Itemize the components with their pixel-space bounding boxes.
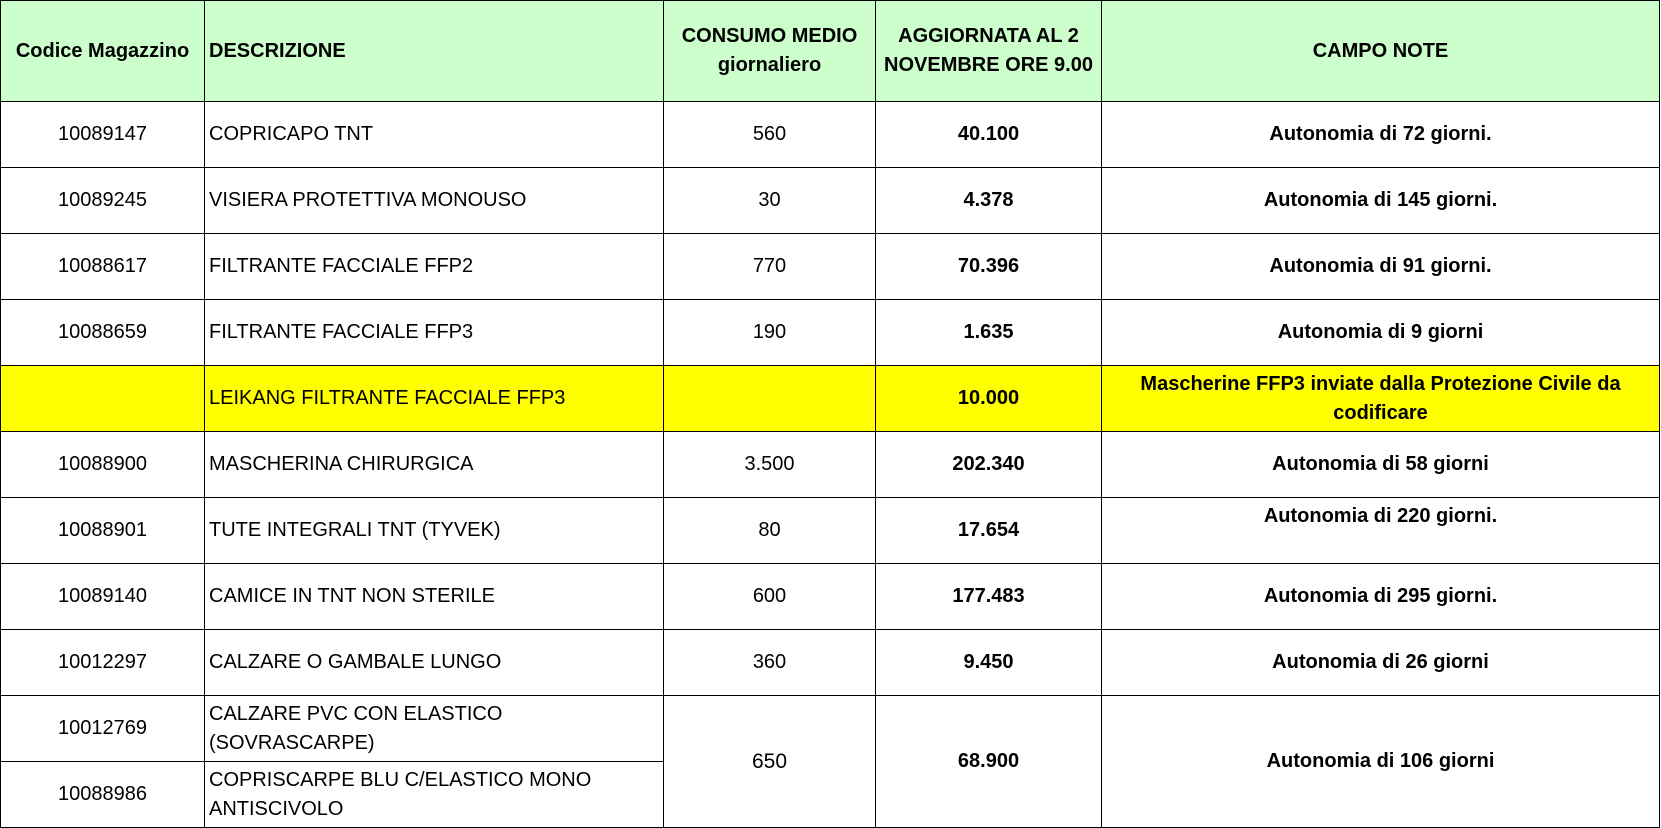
cell-stock-merged: 68.900 <box>876 696 1102 828</box>
header-consumption: CONSUMO MEDIO giornaliero <box>664 1 876 102</box>
cell-code: 10088901 <box>1 498 205 564</box>
cell-code: 10088617 <box>1 234 205 300</box>
header-code: Codice Magazzino <box>1 1 205 102</box>
table-row <box>1 300 1660 366</box>
cell-note: Autonomia di 26 giorni <box>1102 630 1660 696</box>
cell-description: CAMICE IN TNT NON STERILE <box>205 564 664 630</box>
header-description: DESCRIZIONE <box>205 1 664 102</box>
cell-note: Mascherine FFP3 inviate dalla Protezione Civile da codificare <box>1102 366 1660 432</box>
cell-consumption: 80 <box>664 498 876 564</box>
cell-consumption: 3.500 <box>664 432 876 498</box>
cell-stock: 4.378 <box>876 168 1102 234</box>
table-row <box>1 168 1660 234</box>
cell-consumption: 190 <box>664 300 876 366</box>
cell-stock: 1.635 <box>876 300 1102 366</box>
cell-stock: 177.483 <box>876 564 1102 630</box>
highlighted-row <box>1 366 1660 432</box>
cell-stock: 70.396 <box>876 234 1102 300</box>
cell-code: 10088659 <box>1 300 205 366</box>
cell-note: Autonomia di 220 giorni. <box>1102 498 1660 564</box>
cell-stock: 10.000 <box>876 366 1102 432</box>
cell-description: VISIERA PROTETTIVA MONOUSO <box>205 168 664 234</box>
cell-note: Autonomia di 91 giorni. <box>1102 234 1660 300</box>
table-row <box>1 102 1660 168</box>
cell-stock: 40.100 <box>876 102 1102 168</box>
cell-note: Autonomia di 295 giorni. <box>1102 564 1660 630</box>
cell-note: Autonomia di 72 giorni. <box>1102 102 1660 168</box>
cell-code: 10089140 <box>1 564 205 630</box>
cell-note-merged: Autonomia di 106 giorni <box>1102 696 1660 828</box>
cell-stock: 9.450 <box>876 630 1102 696</box>
cell-code: 10088986 <box>1 762 205 828</box>
cell-description: LEIKANG FILTRANTE FACCIALE FFP3 <box>205 366 664 432</box>
cell-stock: 17.654 <box>876 498 1102 564</box>
cell-consumption: 560 <box>664 102 876 168</box>
cell-code: 10089245 <box>1 168 205 234</box>
cell-code <box>1 366 205 432</box>
cell-description: FILTRANTE FACCIALE FFP2 <box>205 234 664 300</box>
cell-code: 10012297 <box>1 630 205 696</box>
cell-note: Autonomia di 9 giorni <box>1102 300 1660 366</box>
cell-consumption: 770 <box>664 234 876 300</box>
table-row <box>1 432 1660 498</box>
cell-description: FILTRANTE FACCIALE FFP3 <box>205 300 664 366</box>
cell-description: COPRISCARPE BLU C/ELASTICO MONO ANTISCIVOLO <box>205 762 664 828</box>
cell-stock: 202.340 <box>876 432 1102 498</box>
cell-code: 10088900 <box>1 432 205 498</box>
cell-consumption: 30 <box>664 168 876 234</box>
header-notes: CAMPO NOTE <box>1102 1 1660 102</box>
table-row <box>1 498 1660 564</box>
table-row <box>1 234 1660 300</box>
cell-description: CALZARE PVC CON ELASTICO (SOVRASCARPE) <box>205 696 664 762</box>
cell-description: CALZARE O GAMBALE LUNGO <box>205 630 664 696</box>
table-row <box>1 564 1660 630</box>
cell-consumption <box>664 366 876 432</box>
table-row <box>1 630 1660 696</box>
cell-code: 10012769 <box>1 696 205 762</box>
table-row <box>1 696 1660 762</box>
cell-description: TUTE INTEGRALI TNT (TYVEK) <box>205 498 664 564</box>
cell-note: Autonomia di 145 giorni. <box>1102 168 1660 234</box>
cell-description: MASCHERINA CHIRURGICA <box>205 432 664 498</box>
cell-consumption: 600 <box>664 564 876 630</box>
cell-consumption-merged: 650 <box>664 696 876 828</box>
header-updated: AGGIORNATA AL 2 NOVEMBRE ORE 9.00 <box>876 1 1102 102</box>
cell-code: 10089147 <box>1 102 205 168</box>
cell-consumption: 360 <box>664 630 876 696</box>
cell-note: Autonomia di 58 giorni <box>1102 432 1660 498</box>
cell-description: COPRICAPO TNT <box>205 102 664 168</box>
header-row <box>1 1 1660 102</box>
